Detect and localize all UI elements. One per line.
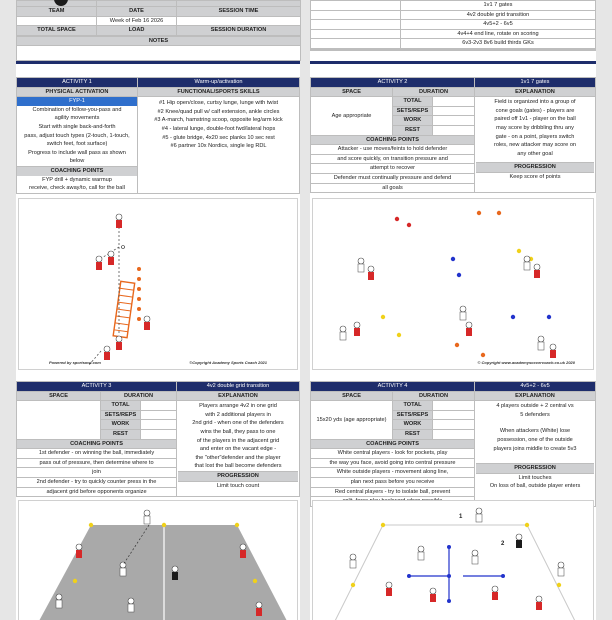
explanation-line: cone goals (gates) - players are	[495, 107, 575, 114]
row-rest: REST	[101, 429, 141, 439]
coaching-line: plan next pass before you receive	[311, 477, 475, 487]
explanation-line: any other goal	[517, 150, 553, 157]
coaching-line: 1st defender - on winning the ball, immediately	[17, 449, 177, 459]
session-time-label: SESSION TIME	[177, 7, 301, 17]
total-value[interactable]	[433, 97, 475, 107]
plan-item[interactable]: 4v5+2 - 6v5	[401, 20, 596, 30]
load-label: LOAD	[97, 26, 177, 36]
page-margin-left	[0, 0, 16, 620]
plan-list-panel	[310, 0, 596, 62]
physical-line: pass, adjust touch types (2-touch, 1-touch,	[24, 132, 130, 139]
explanation-cell	[177, 401, 300, 497]
row-total: TOTAL	[101, 401, 141, 411]
field-cones	[351, 523, 561, 587]
physical-activation-cell	[17, 97, 138, 194]
pass-lines	[89, 219, 119, 365]
date-label: DATE	[97, 7, 177, 17]
explanation-line: roles, new attacker may score on	[493, 142, 577, 149]
coaching-line: pass out of pressure, then determine where to	[17, 458, 177, 468]
coaching-line: White central players - look for pockets, play	[311, 449, 475, 459]
activity4-table	[310, 381, 596, 507]
coaching-line: join	[17, 468, 177, 478]
functional-line: #4 - lateral lunge, double-foot fwd/lateral hops	[161, 125, 276, 132]
coaching-line: all goals	[311, 183, 475, 193]
activity1-name: Warm-up/activation	[138, 78, 300, 88]
coaching-line: Defender must continually pressure and defend	[311, 173, 475, 183]
physical-line: Start with single back-and-forth	[38, 123, 116, 130]
row-sets: SETS/REPS	[393, 106, 433, 116]
explanation-cell	[475, 401, 596, 507]
space-value[interactable]: 15x20 yds (age appropriate)	[311, 401, 393, 439]
physical-line: switch feet, foot surface)	[46, 141, 108, 148]
rest-value[interactable]	[141, 429, 177, 439]
activity3-diagram	[18, 500, 298, 620]
date-value[interactable]: Week of Feb 16 2026	[97, 16, 177, 26]
space-header: SPACE	[17, 391, 101, 401]
activity4-diagram	[312, 500, 594, 620]
activity2-name: 1v1 7 gates	[475, 78, 596, 88]
coaching-line: White outside players - movement along line,	[311, 468, 475, 478]
team-value[interactable]	[17, 16, 97, 26]
explanation-line: may score by dribbling thru any	[496, 124, 574, 131]
page-gutter	[300, 0, 310, 620]
row-total: TOTAL	[393, 401, 433, 411]
plan-item[interactable]: 6v3-2v3 8v6 build thirds GKs	[401, 39, 596, 49]
row-work: WORK	[393, 420, 433, 430]
activity4-panel	[310, 381, 596, 507]
explanation-line: Players arrange 4v2 in one grid	[199, 403, 277, 410]
physical-line: agility movements	[54, 115, 100, 122]
total-value[interactable]	[141, 401, 177, 411]
section-divider	[310, 61, 596, 64]
space-header: SPACE	[311, 391, 393, 401]
physical-line: below	[69, 158, 85, 165]
functional-line: #2 Knee/quad pull w/ calf extension, ankle circles	[157, 108, 280, 115]
plan-table	[310, 0, 596, 51]
explanation-header: EXPLANATION	[177, 391, 300, 401]
session-time-value[interactable]	[177, 16, 301, 26]
activity4-name: 4v5+2 - 6v5	[475, 382, 596, 392]
activity3-title: ACTIVITY 3	[17, 382, 177, 392]
grid-area	[39, 525, 287, 620]
functional-skills-cell	[138, 97, 300, 194]
explanation-line: wins the ball, they pass to one	[200, 428, 276, 435]
activity4-coaching-header: COACHING POINTS	[311, 439, 475, 449]
players	[96, 214, 150, 360]
activity4-title: ACTIVITY 4	[311, 382, 475, 392]
sets-value[interactable]	[433, 410, 475, 420]
activity2-table	[310, 77, 596, 193]
session-duration-label: SESSION DURATION	[177, 26, 301, 36]
section-divider	[16, 61, 300, 64]
explanation-line: 4 players outside + 2 central vs	[496, 403, 574, 410]
coaching-line: the way you face, avoid going into central pressure	[311, 458, 475, 468]
activity3-panel	[16, 381, 300, 497]
explanation-line: paired off 1v1 - player on the ball	[494, 116, 576, 123]
diagram-caption-right: ©Copyright Academy Sports Coach 2021	[189, 360, 267, 365]
row-sets: SETS/REPS	[101, 410, 141, 420]
duration-header: DURATION	[101, 391, 177, 401]
functional-skills-header: FUNCTIONAL/SPORTS SKILLS	[138, 87, 300, 97]
coaching-line: 2nd defender - try to quickly counter press in the	[17, 477, 177, 487]
explanation-line: of the players in the adjacent grid	[196, 437, 280, 444]
progression-header: PROGRESSION	[476, 162, 594, 173]
notes-value[interactable]	[17, 46, 301, 61]
activity2-diagram	[312, 198, 594, 370]
diagram-label-2: 2	[501, 541, 505, 547]
diagram-caption-right: © Copyright www.academysoccercoach.co.uk 2020	[477, 360, 575, 365]
progression-line: Limit touches	[518, 474, 552, 481]
rest-value[interactable]	[433, 125, 475, 135]
explanation-line: 5 defenders	[520, 411, 550, 418]
team-label: TEAM	[17, 7, 97, 17]
row-sets: SETS/REPS	[393, 410, 433, 420]
activity3-name: 4v2 double grid transition	[177, 382, 300, 392]
explanation-spacer	[476, 419, 594, 427]
progression-value: Limit touch count	[216, 482, 260, 489]
coaching-line: and score quickly, on transition pressure and	[311, 154, 475, 164]
plan-item[interactable]: 1v1 7 gates	[401, 1, 596, 11]
functional-line: #1 Hip open/close, curtsy lunge, lunge with twist	[158, 100, 279, 107]
explanation-line: gate - on a point, players switch	[495, 133, 575, 140]
page-margin-right	[596, 0, 612, 620]
row-rest: REST	[393, 125, 433, 135]
explanation-cell	[475, 97, 596, 193]
explanation-line: Field is organized into a group of	[494, 99, 576, 106]
explanation-line: possession, one of the outside	[497, 436, 573, 443]
functional-line: #5 - glute bridge, 4x20 sec planks 10 sec rest	[162, 134, 275, 141]
plan-item[interactable]: 4v4+4 end line, rotate on scoring	[401, 29, 596, 39]
activity2-panel	[310, 77, 596, 193]
session-info-panel	[16, 0, 300, 62]
progression-line: On loss of ball, outside player enters	[489, 483, 581, 490]
notes-label: NOTES	[17, 36, 301, 46]
agility-ladder	[113, 281, 135, 337]
activity1-diagram	[18, 198, 298, 370]
physical-selected-item[interactable]: FYP-1	[17, 97, 137, 106]
row-work: WORK	[393, 116, 433, 126]
coaching-line: attempt to recover	[311, 164, 475, 174]
coaching-line: FYP drill + dynamic warmup	[42, 176, 112, 183]
activity1-panel	[16, 77, 300, 194]
coaching-line: Red central players - try to isolate ball, prevent	[311, 487, 475, 497]
sets-value[interactable]	[141, 410, 177, 420]
functional-line: #6 partner 10x Nordics, single leg RDL	[170, 143, 267, 150]
explanation-line: When attackers (White) lose	[499, 428, 571, 435]
coaching-line: adjacent grid before opponents organize	[17, 487, 177, 497]
progression-header: PROGRESSION	[476, 463, 594, 474]
ball-icon	[122, 246, 125, 249]
explanation-line: and enter on the vacant edge -	[199, 446, 277, 453]
duration-header: DURATION	[393, 87, 475, 97]
diagram-caption-left: Powered by sportsowl.com	[49, 360, 101, 365]
diagram-label-1: 1	[459, 514, 463, 520]
total-value[interactable]	[433, 401, 475, 411]
activity1-coaching-header: COACHING POINTS	[17, 166, 137, 176]
cone-column	[137, 267, 141, 321]
work-value[interactable]	[433, 420, 475, 430]
row-rest: REST	[393, 429, 433, 439]
activity3-coaching-header: COACHING POINTS	[17, 439, 177, 449]
rest-value[interactable]	[433, 429, 475, 439]
plan-item[interactable]: 4v2 double grid transition	[401, 10, 596, 20]
physical-line: Progress to include wall pass as shown	[28, 149, 126, 156]
physical-activation-header: PHYSICAL ACTIVATION	[17, 87, 138, 97]
progression-value: Keep score of points	[509, 173, 561, 180]
activity1-table	[16, 77, 300, 194]
explanation-line: 2nd grid - when one of the defenders	[192, 420, 284, 427]
explanation-line: the "other"defender and the player	[195, 454, 281, 461]
physical-line: Combination of follow-you-pass and	[32, 106, 122, 113]
space-value[interactable]	[17, 401, 101, 439]
plan-item[interactable]	[401, 49, 596, 50]
work-value[interactable]	[141, 420, 177, 430]
coaching-line: Attacker - use moves/feints to hold defender	[311, 145, 475, 155]
session-table	[16, 0, 301, 61]
duration-header: DURATION	[393, 391, 475, 401]
activity1-title: ACTIVITY 1	[17, 78, 138, 88]
explanation-line: players joins middle to create 5v3	[493, 445, 577, 452]
total-space-label: TOTAL SPACE	[17, 26, 97, 36]
space-header: SPACE	[311, 87, 393, 97]
activity2-title: ACTIVITY 2	[311, 78, 475, 88]
functional-line: #3 A-march, hamstring scoop, opposite leg/arm kick	[154, 117, 283, 124]
sets-value[interactable]	[433, 106, 475, 116]
explanation-header: EXPLANATION	[475, 391, 596, 401]
explanation-header: EXPLANATION	[475, 87, 596, 97]
players	[340, 256, 556, 358]
work-value[interactable]	[433, 116, 475, 126]
row-total: TOTAL	[393, 97, 433, 107]
progression-header: PROGRESSION	[178, 471, 298, 482]
coaching-line: receive, check away/to, call for the ball	[29, 185, 125, 192]
activity3-table	[16, 381, 300, 497]
explanation-line: that lost the ball become defenders	[194, 463, 282, 470]
explanation-line: with 2 additional players in	[205, 411, 271, 418]
row-work: WORK	[101, 420, 141, 430]
space-value[interactable]: Age appropriate	[311, 97, 393, 135]
activity2-coaching-header: COACHING POINTS	[311, 135, 475, 145]
